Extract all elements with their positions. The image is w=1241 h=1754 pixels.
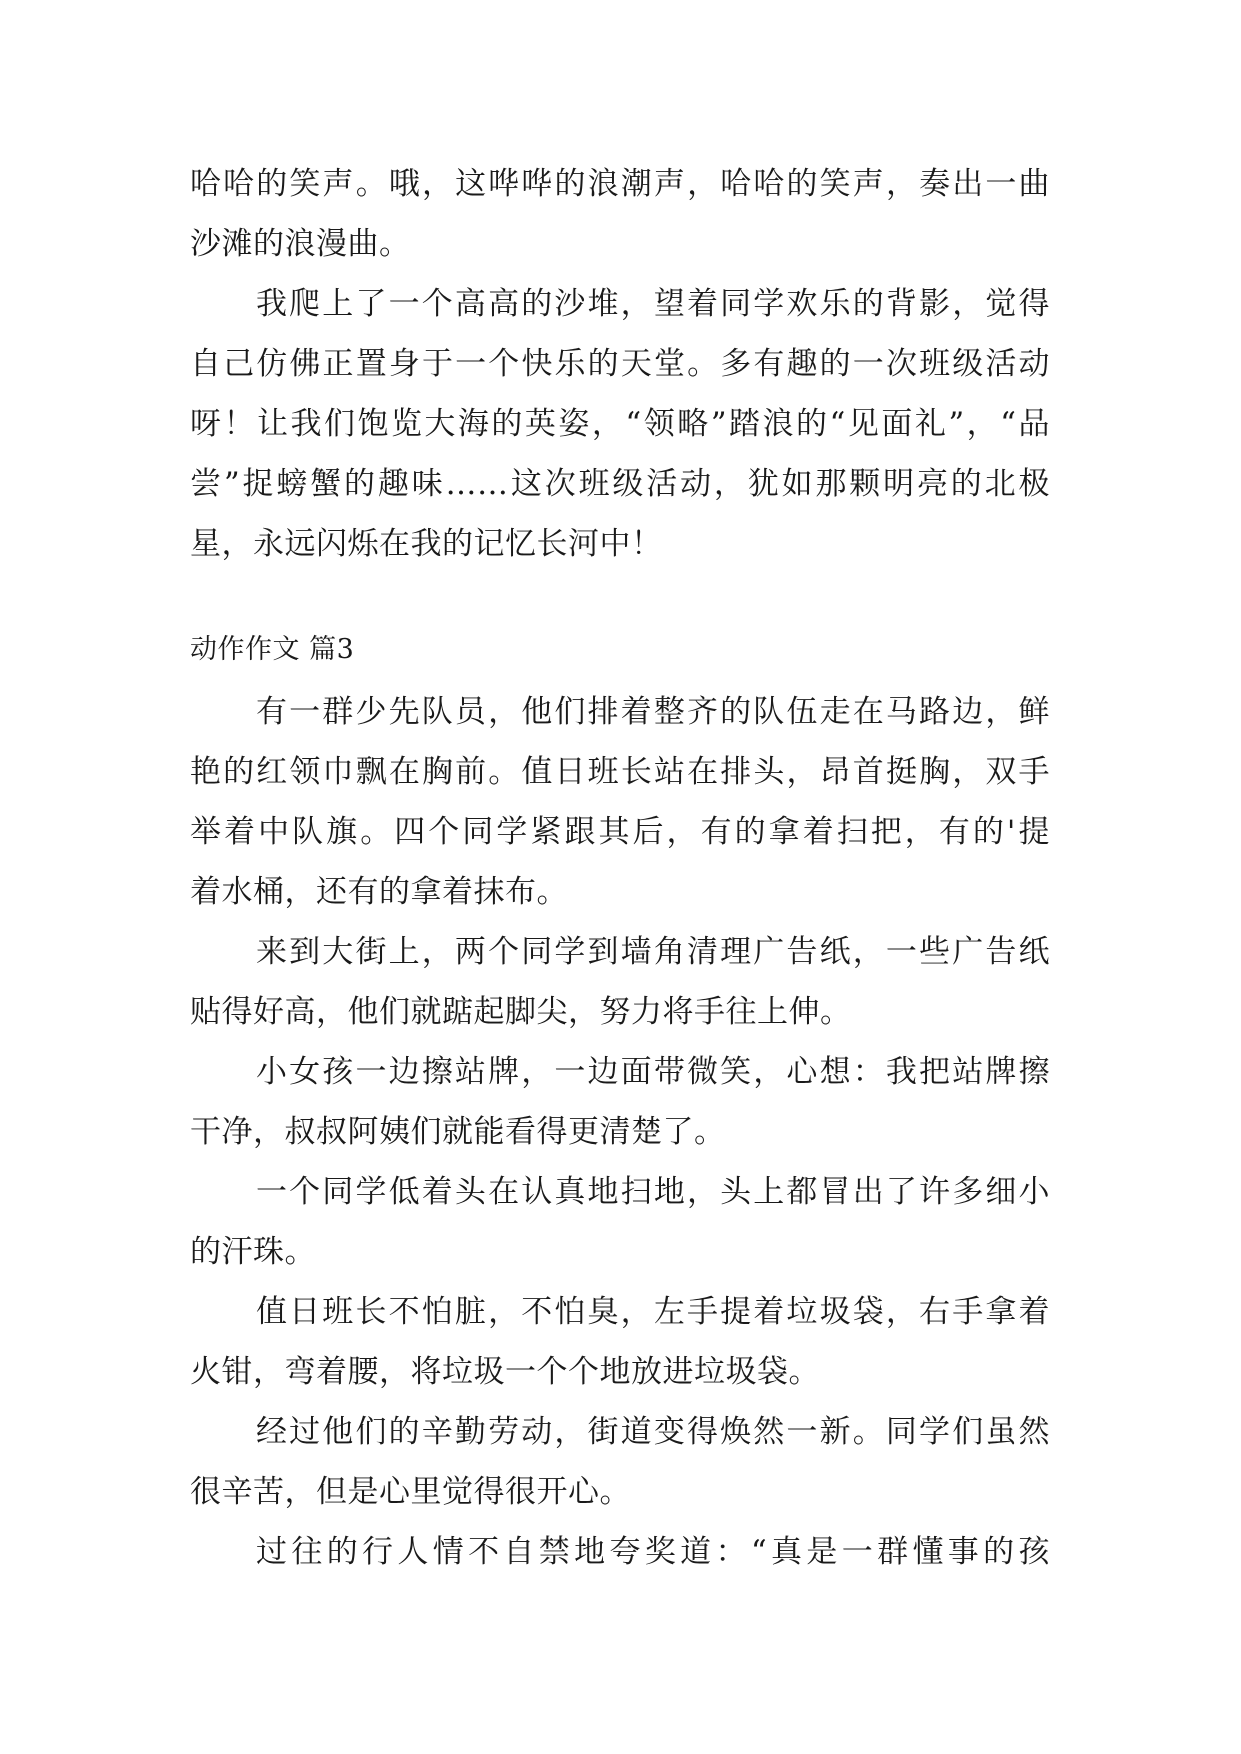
paragraph-line: 尝”捉螃蟹的趣味……这次班级活动，犹如那颗明亮的北极 bbox=[190, 466, 1050, 502]
paragraph-line: 着水桶，还有的拿着抹布。 bbox=[190, 874, 568, 910]
paragraph-line: 呀！让我们饱览大海的英姿，“领略”踏浪的“见面礼”，“品 bbox=[190, 406, 1050, 442]
paragraph-line: 很辛苦，但是心里觉得很开心。 bbox=[190, 1474, 631, 1510]
paragraph-line: 的汗珠。 bbox=[190, 1234, 316, 1270]
paragraph-line: 小女孩一边擦站牌，一边面带微笑，心想：我把站牌擦 bbox=[256, 1054, 1050, 1090]
paragraph-line: 自己仿佛正置身于一个快乐的天堂。多有趣的一次班级活动 bbox=[190, 346, 1050, 382]
paragraph-line: 艳的红领巾飘在胸前。值日班长站在排头，昂首挺胸，双手 bbox=[190, 754, 1050, 790]
paragraph-line: 星，永远闪烁在我的记忆长河中！ bbox=[190, 526, 663, 562]
paragraph-line: 火钳，弯着腰，将垃圾一个个地放进垃圾袋。 bbox=[190, 1354, 820, 1390]
paragraph-line: 举着中队旗。四个同学紧跟其后，有的拿着扫把，有的'提 bbox=[190, 814, 1050, 850]
paragraph-line: 哈哈的笑声。哦，这哗哗的浪潮声，哈哈的笑声，奏出一曲 bbox=[190, 166, 1050, 202]
paragraph-line: 经过他们的辛勤劳动，街道变得焕然一新。同学们虽然 bbox=[256, 1414, 1050, 1450]
paragraph-line: 值日班长不怕脏，不怕臭，左手提着垃圾袋，右手拿着 bbox=[256, 1294, 1050, 1330]
paragraph-line: 来到大街上，两个同学到墙角清理广告纸，一些广告纸 bbox=[256, 934, 1050, 970]
section-heading: 动作作文 篇3 bbox=[190, 634, 355, 665]
paragraph-line: 有一群少先队员，他们排着整齐的队伍走在马路边，鲜 bbox=[256, 694, 1050, 730]
paragraph-line: 沙滩的浪漫曲。 bbox=[190, 226, 411, 262]
paragraph-line: 干净，叔叔阿姨们就能看得更清楚了。 bbox=[190, 1114, 726, 1150]
paragraph-line: 一个同学低着头在认真地扫地，头上都冒出了许多细小 bbox=[256, 1174, 1050, 1210]
paragraph-line: 贴得好高，他们就踮起脚尖，努力将手往上伸。 bbox=[190, 994, 852, 1030]
paragraph-line: 过往的行人情不自禁地夸奖道：“真是一群懂事的孩 bbox=[256, 1534, 1050, 1570]
paragraph-line: 我爬上了一个高高的沙堆，望着同学欢乐的背影，觉得 bbox=[256, 286, 1050, 322]
